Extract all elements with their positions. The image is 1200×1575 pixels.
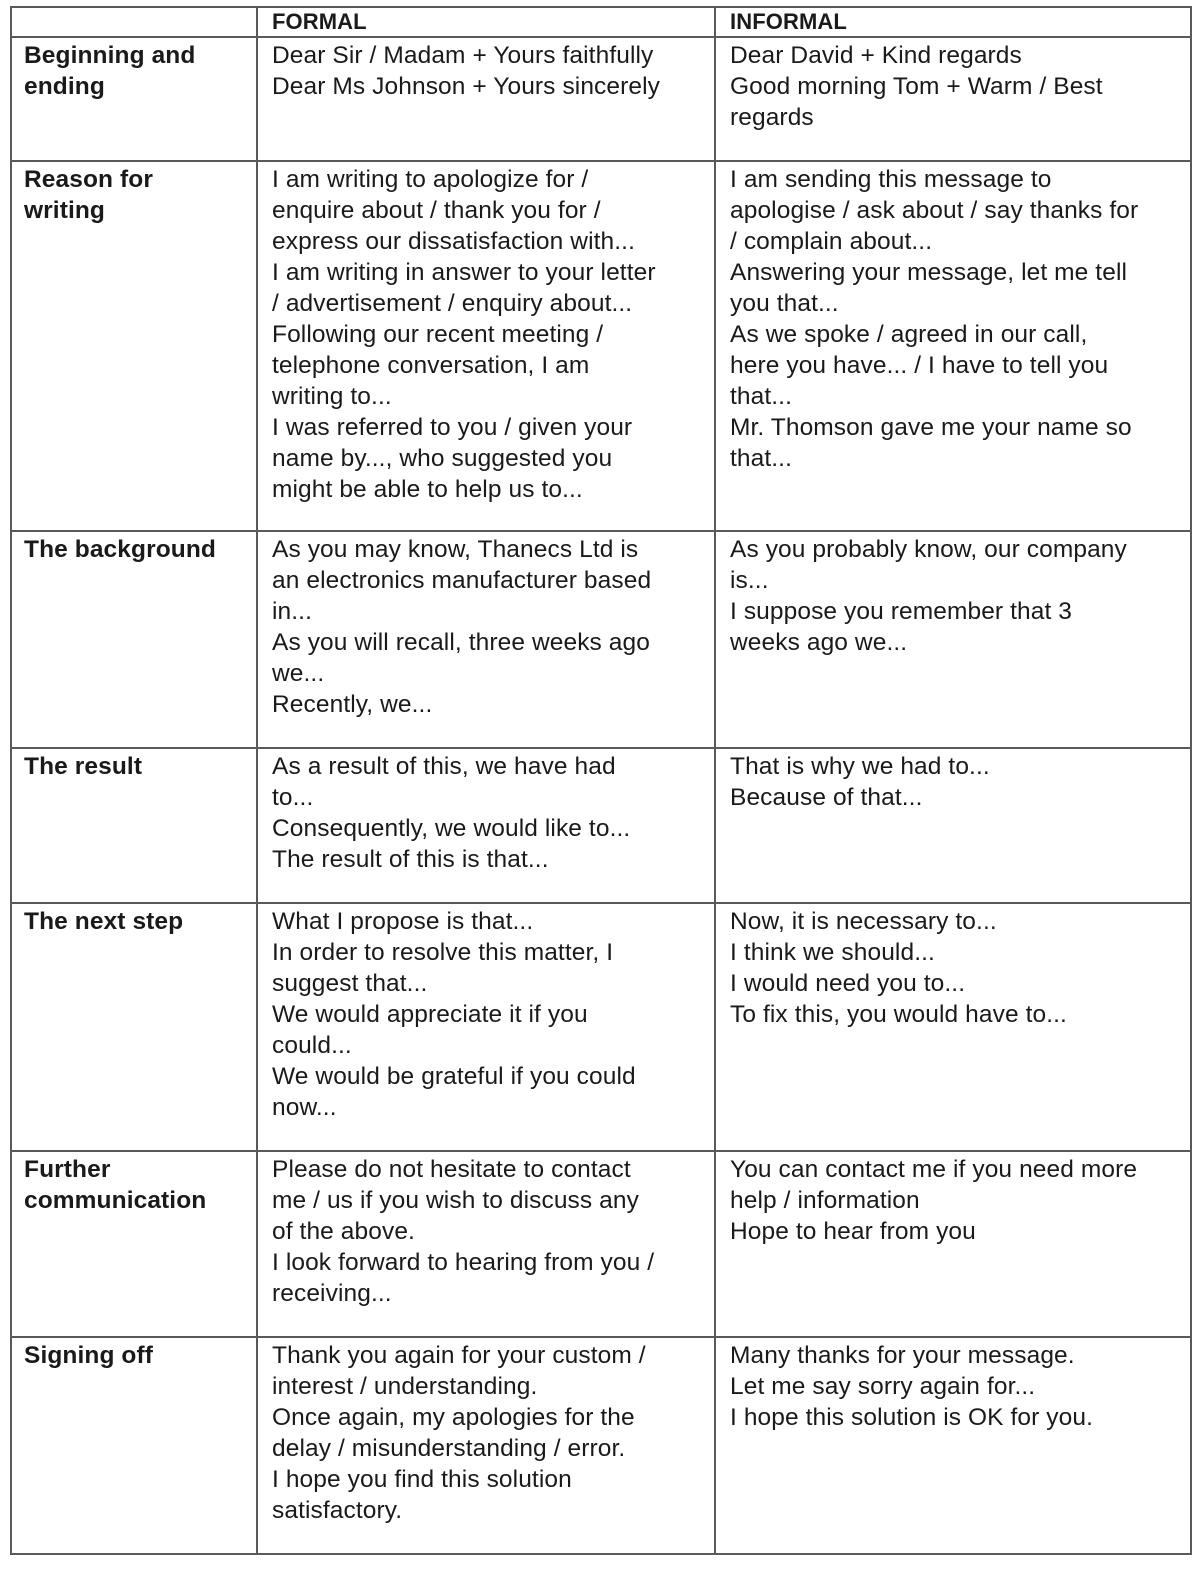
label-text-line: The background bbox=[24, 536, 216, 563]
informal-text-line: Because of that... bbox=[730, 784, 923, 811]
label-cell bbox=[11, 903, 257, 1151]
formal-cell bbox=[257, 903, 715, 1151]
formal-text-line: delay / misunderstanding / error. bbox=[272, 1435, 626, 1462]
formal-text-line: Dear Ms Johnson + Yours sincerely bbox=[272, 73, 661, 100]
label-cell bbox=[11, 531, 257, 748]
formal-text-line: express our dissatisfaction with... bbox=[272, 228, 635, 255]
header-empty-cell bbox=[11, 7, 257, 37]
formal-text-line: Please do not hesitate to contact bbox=[272, 1156, 631, 1183]
formal-text-line: As you may know, Thanecs Ltd is bbox=[272, 536, 639, 563]
formal-text-line: now... bbox=[272, 1094, 337, 1121]
formal-cell bbox=[257, 161, 715, 531]
informal-text-line: regards bbox=[730, 104, 814, 131]
informal-text-line: I am sending this message to bbox=[730, 166, 1052, 193]
formal-text-line: in... bbox=[272, 598, 312, 625]
informal-cell bbox=[715, 531, 1191, 748]
formal-text-line: I look forward to hearing from you / bbox=[272, 1249, 655, 1276]
formal-text-line: satisfactory. bbox=[272, 1497, 403, 1524]
informal-text-line: here you have... / I have to tell you bbox=[730, 352, 1109, 379]
informal-cell bbox=[715, 903, 1191, 1151]
formal-text-line: of the above. bbox=[272, 1218, 415, 1245]
formal-text-line: As you will recall, three weeks ago bbox=[272, 629, 650, 656]
formal-text-line: I was referred to you / given your bbox=[272, 414, 633, 441]
informal-text-line: Dear David + Kind regards bbox=[730, 42, 1022, 69]
header-informal: INFORMAL bbox=[715, 7, 1191, 37]
formal-text-line: receiving... bbox=[272, 1280, 392, 1307]
formal-cell bbox=[257, 1151, 715, 1337]
formal-text-line: Thank you again for your custom / bbox=[272, 1342, 646, 1369]
formal-text-line: me / us if you wish to discuss any bbox=[272, 1187, 639, 1214]
label-text-line: The next step bbox=[24, 908, 184, 935]
formal-text-line: I am writing to apologize for / bbox=[272, 166, 589, 193]
header-formal: FORMAL bbox=[257, 7, 715, 37]
table-row-signing-off bbox=[11, 1337, 1191, 1554]
informal-text-line: I would need you to... bbox=[730, 970, 966, 997]
formal-text-line: Following our recent meeting / bbox=[272, 321, 604, 348]
formal-informal-phrases-table bbox=[10, 6, 1192, 1555]
label-text-line: Further bbox=[24, 1156, 111, 1183]
formal-text-line: telephone conversation, I am bbox=[272, 352, 590, 379]
informal-text-line: that... bbox=[730, 445, 792, 472]
informal-text-line: To fix this, you would have to... bbox=[730, 1001, 1067, 1028]
table-row-reason-for-writing bbox=[11, 161, 1191, 531]
table-body bbox=[11, 37, 1191, 1554]
table-row-the-background bbox=[11, 531, 1191, 748]
formal-text-line: What I propose is that... bbox=[272, 908, 534, 935]
informal-text-line: that... bbox=[730, 383, 792, 410]
table-row-the-result bbox=[11, 748, 1191, 903]
informal-cell bbox=[715, 1337, 1191, 1554]
formal-text-line: I am writing in answer to your letter bbox=[272, 259, 656, 286]
formal-text-line: writing to... bbox=[272, 383, 392, 410]
informal-text-line: / complain about... bbox=[730, 228, 933, 255]
formal-text-line: name by..., who suggested you bbox=[272, 445, 613, 472]
informal-text-line: help / information bbox=[730, 1187, 920, 1214]
informal-cell bbox=[715, 37, 1191, 161]
label-cell bbox=[11, 1337, 257, 1554]
formal-text-line: to... bbox=[272, 784, 314, 811]
formal-text-line: interest / understanding. bbox=[272, 1373, 538, 1400]
table-row-further-communication bbox=[11, 1151, 1191, 1337]
formal-text-line: / advertisement / enquiry about... bbox=[272, 290, 633, 317]
informal-cell bbox=[715, 1151, 1191, 1337]
formal-text-line: The result of this is that... bbox=[272, 846, 549, 873]
formal-text-line: Recently, we... bbox=[272, 691, 433, 718]
formal-text-line: enquire about / thank you for / bbox=[272, 197, 601, 224]
formal-text-line: suggest that... bbox=[272, 970, 428, 997]
formal-text-line: In order to resolve this matter, I bbox=[272, 939, 614, 966]
informal-text-line: Let me say sorry again for... bbox=[730, 1373, 1036, 1400]
informal-text-line: you that... bbox=[730, 290, 839, 317]
label-text-line: The result bbox=[24, 753, 143, 780]
informal-text-line: Hope to hear from you bbox=[730, 1218, 976, 1245]
informal-text-line: As you probably know, our company bbox=[730, 536, 1127, 563]
informal-text-line: Good morning Tom + Warm / Best bbox=[730, 73, 1103, 100]
table-row-the-next-step bbox=[11, 903, 1191, 1151]
informal-text-line: apologise / ask about / say thanks for bbox=[730, 197, 1139, 224]
informal-cell bbox=[715, 748, 1191, 903]
formal-text-line: might be able to help us to... bbox=[272, 476, 583, 503]
header-row bbox=[11, 7, 1191, 37]
informal-text-line: Answering your message, let me tell bbox=[730, 259, 1128, 286]
informal-text-line: weeks ago we... bbox=[730, 629, 908, 656]
informal-text-line: I think we should... bbox=[730, 939, 935, 966]
formal-text-line: We would appreciate it if you bbox=[272, 1001, 588, 1028]
informal-text-line: I suppose you remember that 3 bbox=[730, 598, 1072, 625]
informal-text-line: That is why we had to... bbox=[730, 753, 990, 780]
informal-text-line: Many thanks for your message. bbox=[730, 1342, 1075, 1369]
formal-text-line: could... bbox=[272, 1032, 352, 1059]
label-text-line: ending bbox=[24, 73, 105, 100]
formal-text-line: we... bbox=[272, 660, 325, 687]
formal-cell bbox=[257, 37, 715, 161]
label-text-line: Signing off bbox=[24, 1342, 154, 1369]
informal-text-line: Now, it is necessary to... bbox=[730, 908, 997, 935]
formal-text-line: Consequently, we would like to... bbox=[272, 815, 631, 842]
formal-text-line: Dear Sir / Madam + Yours faithfully bbox=[272, 42, 654, 69]
label-text-line: Reason for bbox=[24, 166, 153, 193]
formal-text-line: As a result of this, we have had bbox=[272, 753, 616, 780]
formal-text-line: an electronics manufacturer based bbox=[272, 567, 652, 594]
informal-text-line: You can contact me if you need more bbox=[730, 1156, 1138, 1183]
label-cell bbox=[11, 748, 257, 903]
formal-cell bbox=[257, 748, 715, 903]
label-text-line: Beginning and bbox=[24, 42, 196, 69]
label-cell bbox=[11, 1151, 257, 1337]
formal-text-line: We would be grateful if you could bbox=[272, 1063, 636, 1090]
informal-text-line: is... bbox=[730, 567, 769, 594]
label-text-line: writing bbox=[24, 197, 105, 224]
table-row-beginning-and-ending bbox=[11, 37, 1191, 161]
informal-cell bbox=[715, 161, 1191, 531]
label-cell bbox=[11, 37, 257, 161]
formal-text-line: Once again, my apologies for the bbox=[272, 1404, 635, 1431]
label-text-line: communication bbox=[24, 1187, 207, 1214]
informal-text-line: Mr. Thomson gave me your name so bbox=[730, 414, 1132, 441]
formal-text-line: I hope you find this solution bbox=[272, 1466, 572, 1493]
formal-cell bbox=[257, 1337, 715, 1554]
label-cell bbox=[11, 161, 257, 531]
informal-text-line: As we spoke / agreed in our call, bbox=[730, 321, 1088, 348]
formal-cell bbox=[257, 531, 715, 748]
informal-text-line: I hope this solution is OK for you. bbox=[730, 1404, 1094, 1431]
